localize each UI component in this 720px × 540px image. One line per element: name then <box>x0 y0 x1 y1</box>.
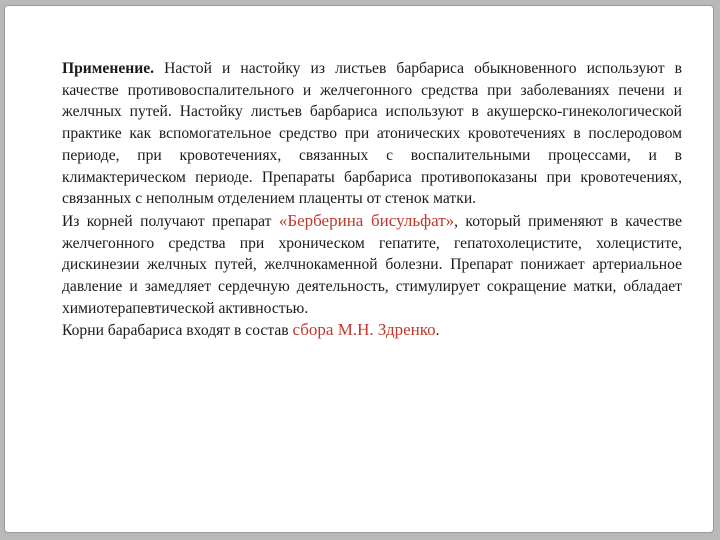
application-label: Применение. <box>62 60 155 77</box>
zdrenko-collection-name: сбора М.Н. Здренко <box>292 320 436 340</box>
berberine-text-after: , который применяют в качестве желчегонного средства при хроническом гепатите, гепатохолецистите, холецистите, дискинезии желчных путей, желчнокаменной болезни. Препарат понижает артериальное давление и замедляет сердечную деятельность, стимулирует сокращение матки, обладает химиотерапевтической активностью. <box>62 212 682 317</box>
zdrenko-text-before: Корни барабариса входят в состав <box>62 322 293 340</box>
zdrenko-text-after: . <box>435 322 440 340</box>
slide-page <box>4 5 714 533</box>
berberine-drug-name: «Берберина бисульфат» <box>278 210 455 230</box>
application-text: Настой и настойку из листьев барбариса обыкновенного используют в качестве противовоспалительного и желчегонного средства при заболеваниях печени и желчных путей. Настойку листьев барбариса используют в акушерско-гинекологической практике как вспомогательное средство при атонических кровотечениях в послеродовом периоде, при кровотечениях, связанных с воспалительными процессами, и в климактерическом периоде. Препараты барбариса противопоказаны при кровотечениях, связанных с неполным отделением плаценты от стенок матки. <box>62 60 682 208</box>
paragraph-zdrenko <box>62 319 682 342</box>
paragraph-application <box>62 58 682 210</box>
berberine-text-before: Из корней получают препарат <box>62 212 279 230</box>
text-block <box>62 58 682 342</box>
paragraph-berberine <box>62 210 682 320</box>
